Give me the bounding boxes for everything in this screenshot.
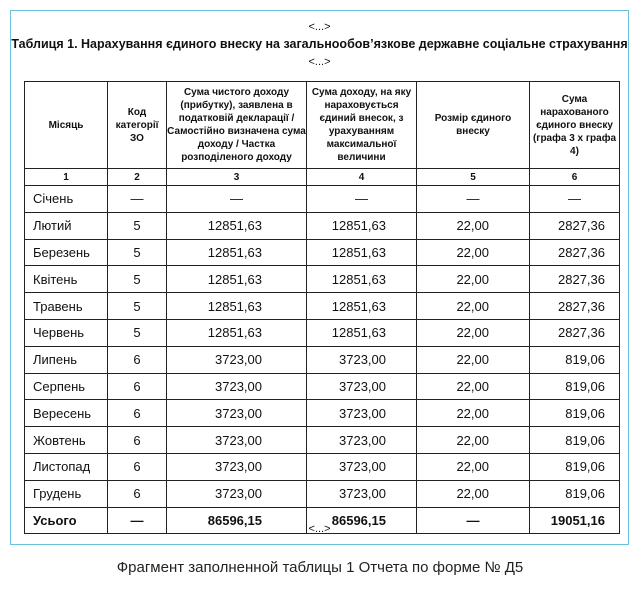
net-income-cell: 12851,63 bbox=[167, 293, 307, 320]
table-row bbox=[25, 427, 620, 454]
contribution-cell: 2827,36 bbox=[530, 293, 620, 320]
table-row bbox=[25, 266, 620, 293]
contribution-cell: 819,06 bbox=[530, 373, 620, 400]
table-row bbox=[25, 480, 620, 507]
month-cell: Усього bbox=[25, 507, 108, 534]
rate-cell: 22,00 bbox=[417, 319, 530, 346]
table-row bbox=[25, 400, 620, 427]
rate-cell: 22,00 bbox=[417, 373, 530, 400]
rate-cell: 22,00 bbox=[417, 346, 530, 373]
month-cell: Жовтень bbox=[25, 427, 108, 454]
taxable-income-cell: 3723,00 bbox=[307, 400, 417, 427]
contribution-table bbox=[24, 81, 620, 534]
contribution-cell: 819,06 bbox=[530, 480, 620, 507]
header-taxable-income: Сума доходу, на яку нараховується єдиний внесок, з урахуванням максимальної величини bbox=[307, 82, 417, 169]
category-code-cell: 5 bbox=[108, 266, 167, 293]
table-row bbox=[25, 346, 620, 373]
category-code-cell: — bbox=[108, 186, 167, 213]
table-row bbox=[25, 239, 620, 266]
net-income-cell: 12851,63 bbox=[167, 319, 307, 346]
taxable-income-cell: — bbox=[307, 186, 417, 213]
column-number: 4 bbox=[307, 169, 417, 186]
header-category-code: Код категорії ЗО bbox=[108, 82, 167, 169]
header-month: Місяць bbox=[25, 82, 108, 169]
category-code-cell: 5 bbox=[108, 293, 167, 320]
header-contribution-amount: Сума нарахованого єдиного внеску (графа 3 х графа 4) bbox=[530, 82, 620, 169]
contribution-cell: 819,06 bbox=[530, 400, 620, 427]
month-cell: Лютий bbox=[25, 212, 108, 239]
column-number: 2 bbox=[108, 169, 167, 186]
contribution-cell: 19051,16 bbox=[530, 507, 620, 534]
month-cell: Березень bbox=[25, 239, 108, 266]
rate-cell: 22,00 bbox=[417, 293, 530, 320]
ellipsis-top: <...> bbox=[308, 21, 331, 33]
rate-cell: 22,00 bbox=[417, 212, 530, 239]
rate-cell: 22,00 bbox=[417, 453, 530, 480]
rate-cell: 22,00 bbox=[417, 400, 530, 427]
category-code-cell: 6 bbox=[108, 480, 167, 507]
table-title: Таблиця 1. Нарахування єдиного внеску на загальнообов’язкове державне соціальне страхування bbox=[11, 37, 628, 51]
table-row bbox=[25, 212, 620, 239]
month-cell: Листопад bbox=[25, 453, 108, 480]
category-code-cell: 6 bbox=[108, 427, 167, 454]
taxable-income-cell: 12851,63 bbox=[307, 319, 417, 346]
column-number: 6 bbox=[530, 169, 620, 186]
table-row bbox=[25, 293, 620, 320]
contribution-cell: 2827,36 bbox=[530, 266, 620, 293]
month-cell: Серпень bbox=[25, 373, 108, 400]
net-income-cell: 3723,00 bbox=[167, 346, 307, 373]
contribution-cell: 819,06 bbox=[530, 453, 620, 480]
month-cell: Січень bbox=[25, 186, 108, 213]
net-income-cell: 86596,15 bbox=[167, 507, 307, 534]
taxable-income-cell: 12851,63 bbox=[307, 239, 417, 266]
net-income-cell: 12851,63 bbox=[167, 239, 307, 266]
category-code-cell: 6 bbox=[108, 453, 167, 480]
rate-cell: 22,00 bbox=[417, 427, 530, 454]
header-row bbox=[25, 82, 620, 169]
month-cell: Вересень bbox=[25, 400, 108, 427]
ellipsis-bottom: <...> bbox=[308, 523, 331, 535]
column-number: 3 bbox=[167, 169, 307, 186]
table-row bbox=[25, 319, 620, 346]
taxable-income-cell: 3723,00 bbox=[307, 346, 417, 373]
month-cell: Липень bbox=[25, 346, 108, 373]
category-code-cell: 6 bbox=[108, 346, 167, 373]
contribution-cell: 2827,36 bbox=[530, 319, 620, 346]
taxable-income-cell: 3723,00 bbox=[307, 373, 417, 400]
net-income-cell: 3723,00 bbox=[167, 373, 307, 400]
taxable-income-cell: 3723,00 bbox=[307, 480, 417, 507]
contribution-cell: 2827,36 bbox=[530, 239, 620, 266]
taxable-income-cell: 86596,15 bbox=[307, 507, 417, 534]
month-cell: Червень bbox=[25, 319, 108, 346]
contribution-cell: 819,06 bbox=[530, 427, 620, 454]
report-frame bbox=[10, 10, 629, 545]
net-income-cell: 12851,63 bbox=[167, 212, 307, 239]
month-cell: Грудень bbox=[25, 480, 108, 507]
month-cell: Травень bbox=[25, 293, 108, 320]
column-number-row bbox=[25, 169, 620, 186]
taxable-income-cell: 12851,63 bbox=[307, 266, 417, 293]
column-number: 5 bbox=[417, 169, 530, 186]
net-income-cell: 3723,00 bbox=[167, 427, 307, 454]
rate-cell: 22,00 bbox=[417, 266, 530, 293]
rate-cell: — bbox=[417, 507, 530, 534]
rate-cell: 22,00 bbox=[417, 239, 530, 266]
taxable-income-cell: 3723,00 bbox=[307, 453, 417, 480]
category-code-cell: 6 bbox=[108, 400, 167, 427]
figure-caption: Фрагмент заполненной таблицы 1 Отчета по форме № Д5 bbox=[116, 559, 524, 576]
ellipsis-mid: <...> bbox=[308, 56, 331, 68]
header-net-income: Сума чистого доходу (прибутку), заявлена в податковій декларації / Самостійно визначена сума доходу / Частка розподіленого доходу bbox=[167, 82, 307, 169]
category-code-cell: 5 bbox=[108, 319, 167, 346]
table-body bbox=[25, 186, 620, 534]
month-cell: Квітень bbox=[25, 266, 108, 293]
net-income-cell: 3723,00 bbox=[167, 453, 307, 480]
table-row bbox=[25, 373, 620, 400]
rate-cell: — bbox=[417, 186, 530, 213]
contribution-cell: — bbox=[530, 186, 620, 213]
net-income-cell: 3723,00 bbox=[167, 480, 307, 507]
header-rate: Розмір єдиного внеску bbox=[417, 82, 530, 169]
taxable-income-cell: 3723,00 bbox=[307, 427, 417, 454]
taxable-income-cell: 12851,63 bbox=[307, 212, 417, 239]
table-row bbox=[25, 453, 620, 480]
contribution-cell: 819,06 bbox=[530, 346, 620, 373]
category-code-cell: 6 bbox=[108, 373, 167, 400]
contribution-cell: 2827,36 bbox=[530, 212, 620, 239]
net-income-cell: — bbox=[167, 186, 307, 213]
category-code-cell: 5 bbox=[108, 239, 167, 266]
net-income-cell: 12851,63 bbox=[167, 266, 307, 293]
category-code-cell: 5 bbox=[108, 212, 167, 239]
rate-cell: 22,00 bbox=[417, 480, 530, 507]
taxable-income-cell: 12851,63 bbox=[307, 293, 417, 320]
category-code-cell: — bbox=[108, 507, 167, 534]
table-row bbox=[25, 186, 620, 213]
column-number: 1 bbox=[25, 169, 108, 186]
net-income-cell: 3723,00 bbox=[167, 400, 307, 427]
